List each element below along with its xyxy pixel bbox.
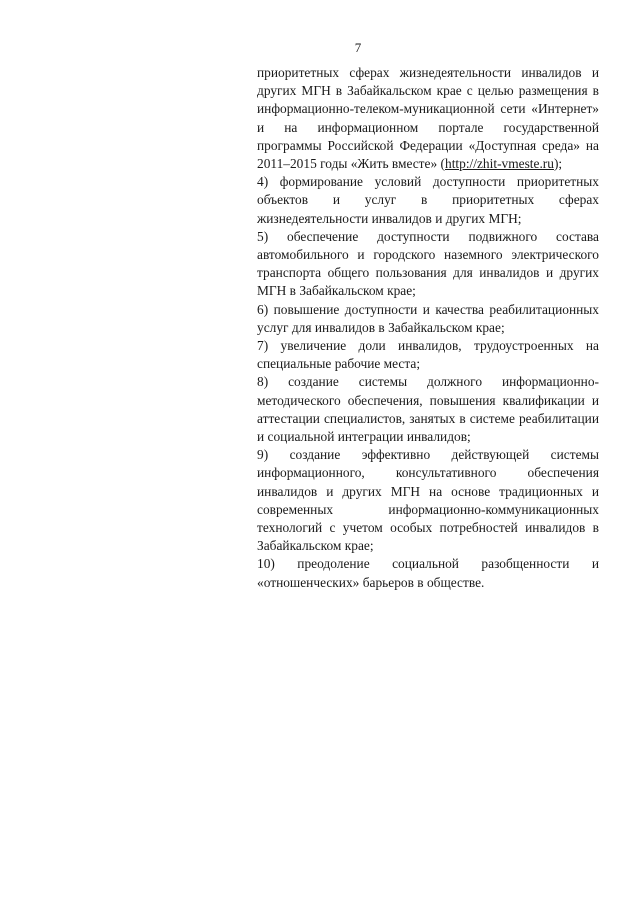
page-number: 7 bbox=[354, 40, 362, 55]
paragraph-continuation bbox=[257, 64, 599, 173]
list-item-5: 5) обеспечение доступности подвижного состава автомобильного и городского наземного электрического транспорта общего пользования для инвалидов и других МГН в Забайкальском крае; bbox=[257, 228, 599, 299]
paragraph-text: приоритетных сферах жизнедеятельности инвалидов и других МГН в Забайкальском крае с целью размещения в информационно-телеком-муникационной сети «Интернет» и на информационном портале государственной программы Российской Федерации «Доступная среда» на 2011–2015 годы «Жить вместе» ( bbox=[257, 65, 599, 172]
list-item-9: 9) создание эффективно действующей системы информационного, консультативного обеспечения инвалидов и других МГН на основе традиционных и современных информационно-коммуникационных технологий с учетом особых потребностей инвалидов в Забайкальском крае; bbox=[257, 447, 599, 554]
paragraph-text-end: ); bbox=[553, 156, 563, 172]
list-item-7: 7) увеличение доли инвалидов, трудоустроенных на специальные рабочие места; bbox=[257, 338, 599, 372]
website-link[interactable]: http://zhit-vmeste.ru bbox=[445, 156, 554, 172]
document-body bbox=[257, 64, 599, 592]
list-item-10: 10) преодоление социальной разобщенности и «отношенческих» барьеров в обществе. bbox=[257, 556, 599, 590]
list-item-8: 8) создание системы должного информационно-методического обеспечения, повышения квалификации и аттестации специалистов, занятых в системе реабилитации и социальной интеграции инвалидов; bbox=[257, 374, 599, 445]
list-item-6: 6) повышение доступности и качества реабилитационных услуг для инвалидов в Забайкальском крае; bbox=[257, 301, 599, 335]
list-item-4: 4) формирование условий доступности приоритетных объектов и услуг в приоритетных сферах жизнедеятельности инвалидов и других МГН; bbox=[257, 174, 599, 226]
